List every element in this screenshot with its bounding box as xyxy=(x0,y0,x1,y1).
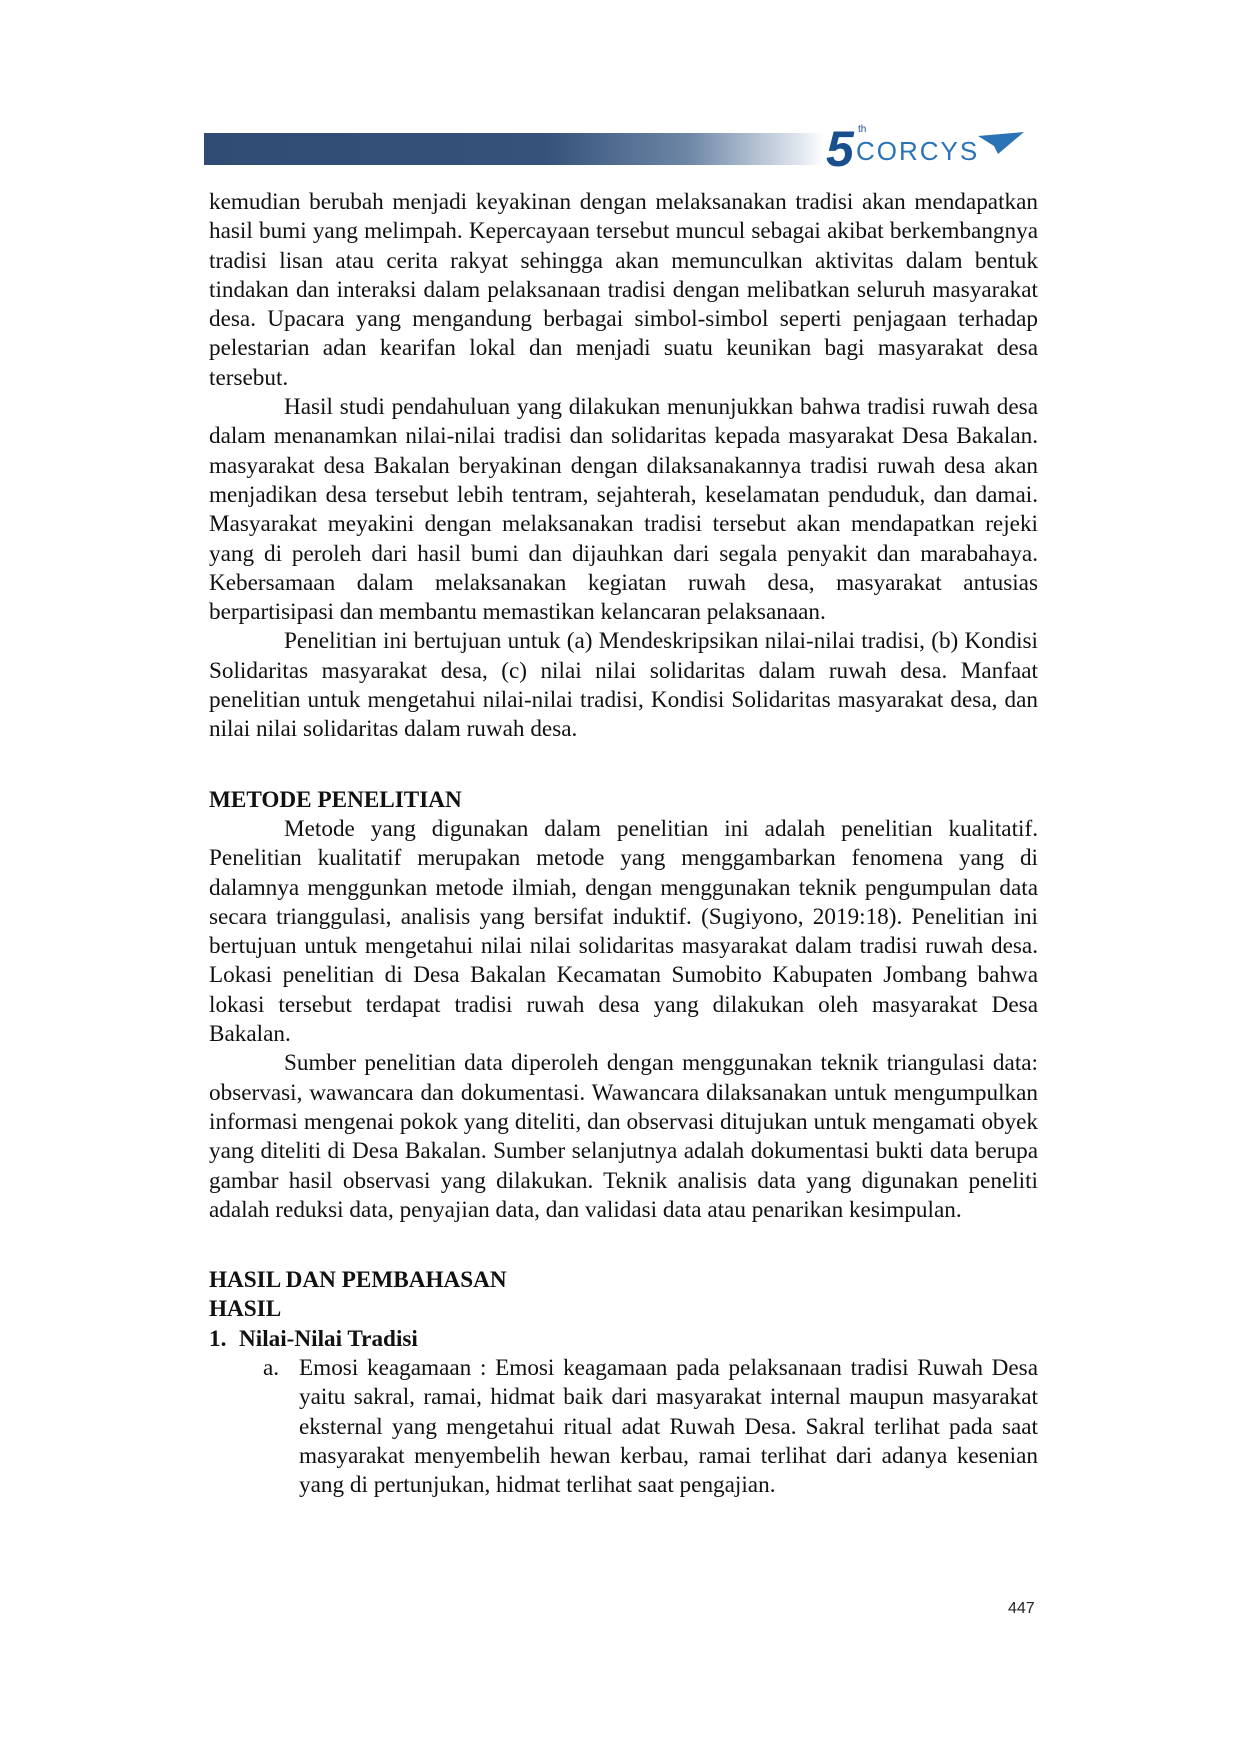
list-item-text: Emosi keagamaan : Emosi keagamaan pada pelaksanaan tradisi Ruwah Desa yaitu sakral, ramai, hidmat baik dari masyarakat internal maupun masyarakat eksternal yang mengetahui ritual adat Ruwah Desa. Sakral terlihat pada saat masyarakat menyembelih hewan kerbau, ramai terlihat dari adanya kesenian yang di pertunjukan, hidmat terlihat saat pengajian. xyxy=(299,1354,1038,1499)
subsection-number: 1. xyxy=(209,1325,227,1352)
paragraph-data-sources: Sumber penelitian data diperoleh dengan menggunakan teknik triangulasi data: observasi, wawancara dan dokumentasi. Wawancara dilaksanakan untuk mengumpulkan informasi mengenai pokok yang diteliti, dan observasi ditujukan untuk mengamati obyek yang diteliti di Desa Bakalan. Sumber selanjutnya adalah dokumentasi bukti data berupa gambar hasil observasi yang dilakukan. Teknik analisis data yang digunakan peneliti adalah reduksi data, penyajian data, dan validasi data atau penarikan kesimpulan. xyxy=(209,1050,1038,1223)
logo-text: CORCYS xyxy=(856,136,980,166)
paragraph-preliminary-study: Hasil studi pendahuluan yang dilakukan menunjukkan bahwa tradisi ruwah desa dalam menanamkan nilai-nilai tradisi dan solidaritas kepada masyarakat Desa Bakalan. masyarakat desa Bakalan beryakinan dengan dilaksanakannya tradisi ruwah desa akan menjadikan desa tersebut lebih tentram, sejahterah, keselamatan penduduk, dan damai. Masyarakat meyakini dengan melaksanakan tradisi tersebut akan mendapatkan rejeki yang di peroleh dari hasil bumi dan dijauhkan dari segala penyakit dan marabahaya. Kebersamaan dalam melaksanakan kegiatan ruwah desa, masyarakat antusias berpartisipasi dan membantu memastikan kelancaran pelaksanaan. xyxy=(209,394,1038,626)
logo-number: 5 xyxy=(826,121,854,177)
paragraph-method: Metode yang digunakan dalam penelitian ini adalah penelitian kualitatif. Penelitian kualitatif merupakan metode yang menggambarkan fenomena yang di dalamnya menggunkan metode ilmiah, dengan menggunakan teknik pengumpulan data secara trianggulasi, analisis yang bersifat induktif. (Sugiyono, 2019:18). Penelitian ini bertujuan untuk mengetahui nilai nilai solidaritas masyarakat dalam tradisi ruwah desa. Lokasi penelitian di Desa Bakalan Kecamatan Sumobito Kabupaten Jombang bahwa lokasi tersebut terdapat tradisi ruwah desa yang dilakukan oleh masyarakat Desa Bakalan. xyxy=(209,815,1038,1048)
section-heading-metode: METODE PENELITIAN xyxy=(209,786,462,813)
page-content xyxy=(209,188,1038,1500)
list-item xyxy=(209,1354,1038,1500)
paragraph-research-aims: Penelitian ini bertujuan untuk (a) Mendeskripsikan nilai-nilai tradisi, (b) Kondisi Solidaritas masyarakat desa, (c) nilai nilai solidaritas dalam ruwah desa. Manfaat penelitian untuk mengetahui nilai-nilai tradisi, Kondisi Solidaritas masyarakat desa, dan nilai nilai solidaritas dalam ruwah desa. xyxy=(209,628,1038,743)
conference-logo xyxy=(818,118,1028,180)
subsection-title: Nilai-Nilai Tradisi xyxy=(239,1325,418,1352)
page-number: 447 xyxy=(1008,1600,1035,1617)
list-item-label: a. xyxy=(263,1354,280,1381)
logo-superscript: th xyxy=(858,124,867,135)
subsection-nilai-tradisi xyxy=(209,1325,1038,1354)
paragraph-continuation: kemudian berubah menjadi keyakinan dengan melaksanakan tradisi akan mendapatkan hasil bumi yang melimpah. Kepercayaan tersebut muncul sebagai akibat berkembangnya tradisi lisan atau cerita rakyat sehingga akan memunculkan aktivitas dalam bentuk tindakan dan interaksi dalam pelaksanaan tradisi dengan melibatkan seluruh masyarakat desa. Upacara yang mengandung berbagai simbol-simbol seperti penjagaan terhadap pelestarian adan kearifan lokal dan menjadi suatu keunikan bagi masyarakat desa tersebut. xyxy=(209,189,1038,391)
header-bar xyxy=(204,133,824,165)
section-heading-hasil: HASIL DAN PEMBAHASAN xyxy=(209,1267,507,1294)
paper-plane-icon xyxy=(978,132,1024,154)
subheading-hasil: HASIL xyxy=(209,1296,282,1323)
